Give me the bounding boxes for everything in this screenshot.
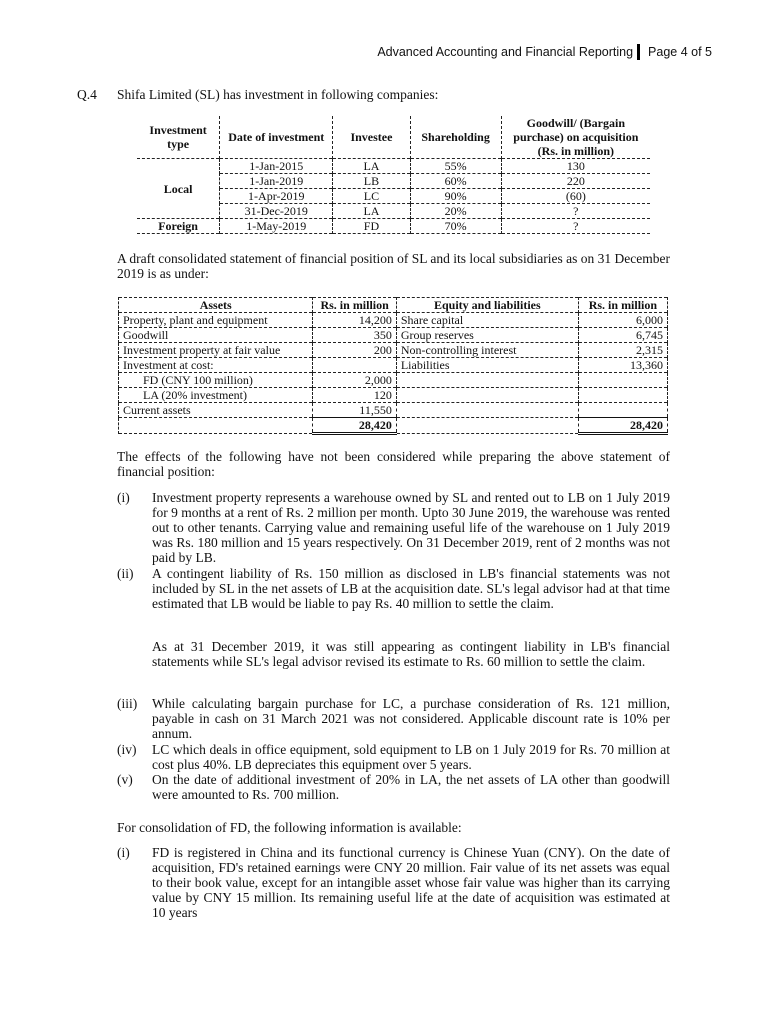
question-number: Q.4	[77, 87, 97, 102]
cell-equity-amount: 2,315	[578, 343, 667, 358]
table-row	[119, 373, 668, 388]
table-row	[119, 388, 668, 403]
header-assets: Assets	[119, 298, 313, 313]
cell-goodwill: (60)	[565, 189, 586, 203]
cell-shareholding: 90%	[410, 189, 501, 204]
cell-equity	[396, 388, 578, 403]
cell-asset: Goodwill	[119, 328, 313, 343]
fd-item	[117, 845, 670, 920]
cell-equity-amount	[578, 403, 667, 418]
total-assets: 28,420	[313, 418, 396, 434]
fd-intro: For consolidation of FD, the following information is available:	[117, 820, 462, 835]
item-text: Investment property represents a warehouse owned by SL and rented out to LB on 1 July 2019 for 9 months at a rent of Rs. 2 million per month. Upto 30 June 2019, the warehouse was rented out to other tenants. Carrying value and remaining useful life of the warehouse on 1 July 2019 was Rs. 180 million and 15 years respectively. On 31 December 2019, rent of 2 months was not paid by LB.	[152, 490, 670, 566]
cell-shareholding: 55%	[410, 159, 501, 174]
cell-asset: FD (CNY 100 million)	[119, 373, 313, 388]
page-header	[377, 44, 712, 60]
table-row	[119, 313, 668, 328]
cell-empty	[119, 418, 313, 434]
item-text: As at 31 December 2019, it was still appearing as contingent liability in LB's financial statements while SL's legal advisor revised its estimate to Rs. 60 million to settle the claim.	[152, 639, 670, 670]
item-label: (i)	[117, 845, 130, 860]
table-row	[137, 219, 650, 234]
header-date: Date of investment	[220, 116, 333, 159]
cell-goodwill: 220	[566, 174, 585, 188]
item-text: FD is registered in China and its functional currency is Chinese Yuan (CNY). On the date of acquisition, FD's retained earnings were CNY 20 million. Fair value of its net assets was equal to their book value, except for an intangible asset whose fair value was higher than its carrying value by CNY 15 million. Its remaining useful life at the date of acquisition was estimated at 10 years	[152, 845, 670, 921]
cell-goodwill: 130	[566, 159, 585, 173]
cell-investee: LC	[333, 189, 410, 204]
total-equity: 28,420	[578, 418, 667, 434]
cell-date: 1-May-2019	[220, 219, 333, 234]
draft-intro: A draft consolidated statement of financial position of SL and its local subsidiaries as on 31 December 2019 is as under:	[117, 251, 670, 281]
cell-asset: Current assets	[119, 403, 313, 418]
cell-asset: Investment at cost:	[119, 358, 313, 373]
cell-asset-amount: 14,200	[313, 313, 396, 328]
item-text: A contingent liability of Rs. 150 million as disclosed in LB's financial statements was not included by SL in the net assets of LB at the acquisition date. SL's legal advisor had at that time estimated that LB would be liable to pay Rs. 40 million to settle the claim.	[152, 566, 670, 612]
cell-asset-amount: 2,000	[313, 373, 396, 388]
cell-investee: FD	[333, 219, 410, 234]
cell-equity	[396, 373, 578, 388]
effects-intro: The effects of the following have not been considered while preparing the above statement of financial position:	[117, 449, 670, 479]
cell-date: 1-Apr-2019	[220, 189, 333, 204]
cell-date: 31-Dec-2019	[220, 204, 333, 219]
cell-equity: Liabilities	[396, 358, 578, 373]
header-investee: Investee	[333, 116, 410, 159]
table-row	[119, 328, 668, 343]
cell-shareholding: 20%	[410, 204, 501, 219]
cell-asset-amount: 120	[313, 388, 396, 403]
header-equity: Equity and liabilities	[396, 298, 578, 313]
item-label: (iv)	[117, 742, 137, 757]
cell-equity-amount	[578, 388, 667, 403]
effect-item	[117, 490, 670, 565]
cell-asset: Property, plant and equipment	[119, 313, 313, 328]
header-assets-amount: Rs. in million	[313, 298, 396, 313]
cell-asset-amount: 200	[313, 343, 396, 358]
table-row	[137, 159, 650, 174]
totals-row	[119, 418, 668, 434]
cell-equity-amount: 6,000	[578, 313, 667, 328]
header-title: Advanced Accounting and Financial Reporting	[377, 45, 634, 59]
investment-table	[137, 116, 650, 234]
cell-asset-amount: 11,550	[313, 403, 396, 418]
cell-equity-amount: 13,360	[578, 358, 667, 373]
effect-item	[117, 772, 670, 802]
item-text: While calculating bargain purchase for LC, a purchase consideration of Rs. 121 million, payable in cash on 31 March 2021 was not considered. Applicable discount rate is 10% per annum.	[152, 696, 670, 742]
cell-goodwill: ?	[573, 204, 579, 218]
table-row	[119, 343, 668, 358]
effect-item	[117, 566, 670, 611]
cell-equity: Share capital	[396, 313, 578, 328]
header-shareholding: Shareholding	[410, 116, 501, 159]
item-text: On the date of additional investment of 20% in LA, the net assets of LA other than goodwill were amounted to Rs. 700 million.	[152, 772, 670, 803]
cell-equity-amount: 6,745	[578, 328, 667, 343]
item-label: (v)	[117, 772, 133, 787]
cell-equity	[396, 403, 578, 418]
header-equity-amount: Rs. in million	[578, 298, 667, 313]
effect-item	[117, 696, 670, 741]
question-intro: Shifa Limited (SL) has investment in following companies:	[117, 87, 439, 102]
cell-equity: Non-controlling interest	[396, 343, 578, 358]
effect-item	[117, 639, 670, 669]
item-label: (ii)	[117, 566, 134, 581]
cell-asset-amount	[313, 358, 396, 373]
local-label: Local	[137, 159, 220, 219]
cell-equity: Group reserves	[396, 328, 578, 343]
table-row	[119, 403, 668, 418]
effect-item	[117, 742, 670, 772]
cell-equity-amount	[578, 373, 667, 388]
item-label: (i)	[117, 490, 130, 505]
table-row	[119, 358, 668, 373]
foreign-label: Foreign	[137, 219, 220, 234]
header-goodwill: Goodwill/ (Bargain purchase) on acquisition (Rs. in million)	[513, 116, 639, 158]
cell-investee: LA	[333, 159, 410, 174]
cell-goodwill: ?	[573, 219, 579, 233]
cell-shareholding: 60%	[410, 174, 501, 189]
cell-asset: Investment property at fair value	[119, 343, 313, 358]
header-divider	[637, 44, 640, 60]
cell-date: 1-Jan-2019	[220, 174, 333, 189]
cell-empty	[396, 418, 578, 434]
financial-position-table	[118, 297, 668, 435]
header-page-number: Page 4 of 5	[648, 45, 712, 59]
cell-asset-amount: 350	[313, 328, 396, 343]
cell-shareholding: 70%	[410, 219, 501, 234]
cell-asset: LA (20% investment)	[119, 388, 313, 403]
cell-investee: LB	[333, 174, 410, 189]
cell-investee: LA	[333, 204, 410, 219]
cell-date: 1-Jan-2015	[220, 159, 333, 174]
item-text: LC which deals in office equipment, sold equipment to LB on 1 July 2019 for Rs. 70 million at cost plus 40%. LB depreciates this equipment over 5 years.	[152, 742, 670, 773]
item-label: (iii)	[117, 696, 138, 711]
header-investment-type: Investment type	[137, 116, 220, 159]
